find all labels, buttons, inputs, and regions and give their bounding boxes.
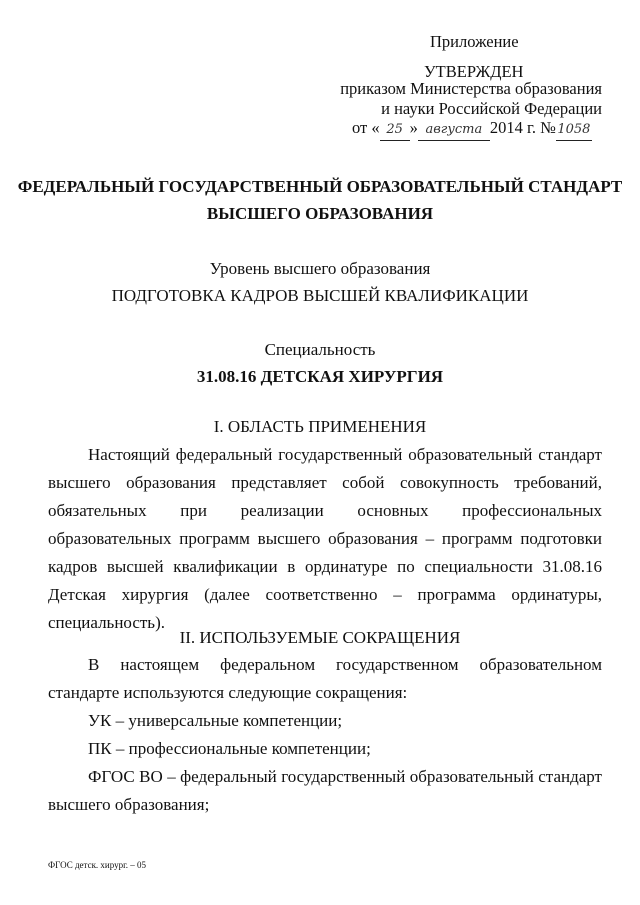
abbrev-item-pk: ПК – профессиональные компетенции; [88, 739, 371, 758]
specialty-label: Специальность [264, 340, 376, 359]
title-line-1: ФЕДЕРАЛЬНЫЙ ГОСУДАРСТВЕННЫЙ ОБРАЗОВАТЕЛЬНЫЙ СТАНДАРТ [17, 177, 623, 196]
order-date-line [352, 118, 592, 141]
abbrev-item-uk: УК – универсальные компетенции; [88, 711, 343, 730]
abbrev-item-fgos: ФГОС ВО – федеральный государственный образовательный стандарт высшего образования; [48, 767, 602, 814]
level-label: Уровень высшего образования [209, 259, 431, 278]
order-number: 1058 [556, 120, 592, 141]
section-1-text: Настоящий федеральный государственный образовательный стандарт высшего образования представляет собой совокупность требований, обязательных при реализации основных профессиональных образовательных программ высшего образования – программ подготовки кадров высшей квалификации в ординатуре по специальности 31.08.16 Детская хирургия (далее соответственно – программа ординатуры, специальность). [48, 445, 602, 632]
section-2-heading: II. ИСПОЛЬЗУЕМЫЕ СОКРАЩЕНИЯ [179, 628, 461, 647]
date-prefix: от « [352, 118, 380, 137]
section-2-intro: В настоящем федеральном государственном образовательном стандарте используются следующие сокращения: [48, 655, 602, 702]
date-month: августа [418, 120, 490, 141]
appendix-label: Приложение [430, 32, 519, 51]
approved-label: УТВЕРЖДЕН [424, 62, 524, 81]
date-year: 2014 г. № [489, 118, 556, 137]
level-value: ПОДГОТОВКА КАДРОВ ВЫСШЕЙ КВАЛИФИКАЦИИ [111, 286, 529, 305]
title-line-2: ВЫСШЕГО ОБРАЗОВАНИЯ [206, 204, 434, 223]
footer-code: ФГОС детск. хирург. – 05 [48, 860, 147, 870]
date-day: 25 [380, 120, 410, 141]
specialty-value: 31.08.16 ДЕТСКАЯ ХИРУРГИЯ [196, 367, 444, 386]
order-line-2: и науки Российской Федерации [381, 99, 602, 118]
section-1-heading: I. ОБЛАСТЬ ПРИМЕНЕНИЯ [213, 417, 427, 436]
order-line-1: приказом Министерства образования [340, 79, 602, 98]
date-mid: » [409, 118, 418, 137]
